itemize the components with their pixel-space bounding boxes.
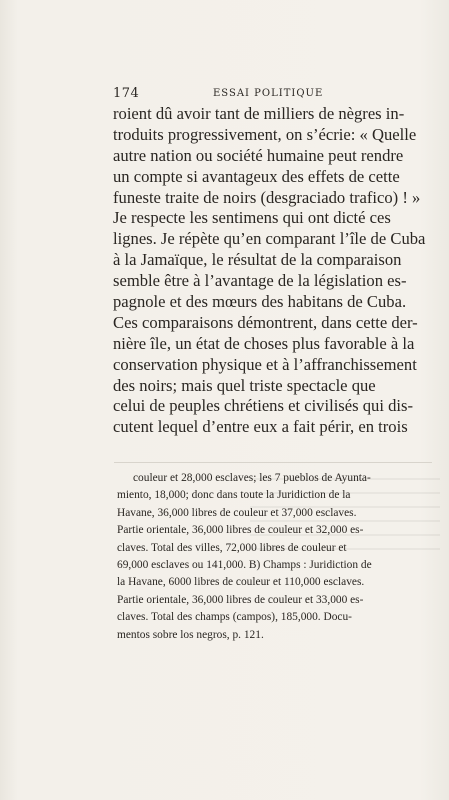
page-number: 174 xyxy=(113,86,140,101)
body-line: lignes. Je répète qu’en comparant l’île de Cuba xyxy=(113,229,426,249)
running-title: ESSAI POLITIQUE xyxy=(213,88,324,99)
body-line: cutent lequel d’entre eux a fait périr, en trois xyxy=(113,417,408,437)
body-line: nière île, un état de choses plus favorable à la xyxy=(113,333,415,353)
body-line: celui de peuples chrétiens et civilisés qui dis- xyxy=(113,396,413,416)
footnote-line: Partie orientale, 36,000 libres de couleur et 32,000 es- xyxy=(117,524,364,537)
footnote-line: claves. Total des champs (campos), 185,000. Docu- xyxy=(117,611,352,624)
footnote-line: claves. Total des villes, 72,000 libres de couleur et xyxy=(117,541,347,554)
footnote-line: miento, 18,000; donc dans toute la Juridiction de la xyxy=(117,489,351,502)
body-line: un compte si avantageux des effets de cette xyxy=(113,166,400,186)
body-line: Ces comparaisons démontrent, dans cette der- xyxy=(113,312,418,332)
body-line: des noirs; mais quel triste spectacle que xyxy=(113,375,376,395)
body-line: semble être à l’avantage de la législation es- xyxy=(113,271,407,291)
footnote-divider xyxy=(114,462,432,463)
footnote-line: la Havane, 6000 libres de couleur et 110,000 esclaves. xyxy=(117,576,365,589)
body-line: troduits progressivement, on s’écrie: « Quelle xyxy=(113,124,417,144)
footnote-line: Partie orientale, 36,000 libres de couleur et 33,000 es- xyxy=(117,593,364,606)
footnote-line: 69,000 esclaves ou 141,000. B) Champs : Juridiction de xyxy=(117,558,372,571)
footnote xyxy=(117,470,435,644)
body-line: Je respecte les sentimens qui ont dicté ces xyxy=(113,208,391,228)
page-header xyxy=(113,86,433,104)
footnote-line: couleur et 28,000 esclaves; les 7 pueblos de Ayunta- xyxy=(133,472,371,484)
body-line: autre nation ou société humaine peut rendre xyxy=(113,145,404,165)
footnote-line: mentos sobre los negros, p. 121. xyxy=(117,628,264,641)
body-line: à la Jamaïque, le résultat de la comparaison xyxy=(113,250,402,270)
body-line: pagnole et des mœurs des habitans de Cuba. xyxy=(113,292,407,312)
footnote-line: Havane, 36,000 libres de couleur et 37,000 esclaves. xyxy=(117,506,357,519)
body-line: funeste traite de noirs (desgraciado trafico) ! » xyxy=(113,187,421,207)
body-line: conservation physique et à l’affranchissement xyxy=(113,354,417,374)
body-text xyxy=(113,104,435,438)
body-line: roient dû avoir tant de milliers de nègres in- xyxy=(113,104,405,123)
